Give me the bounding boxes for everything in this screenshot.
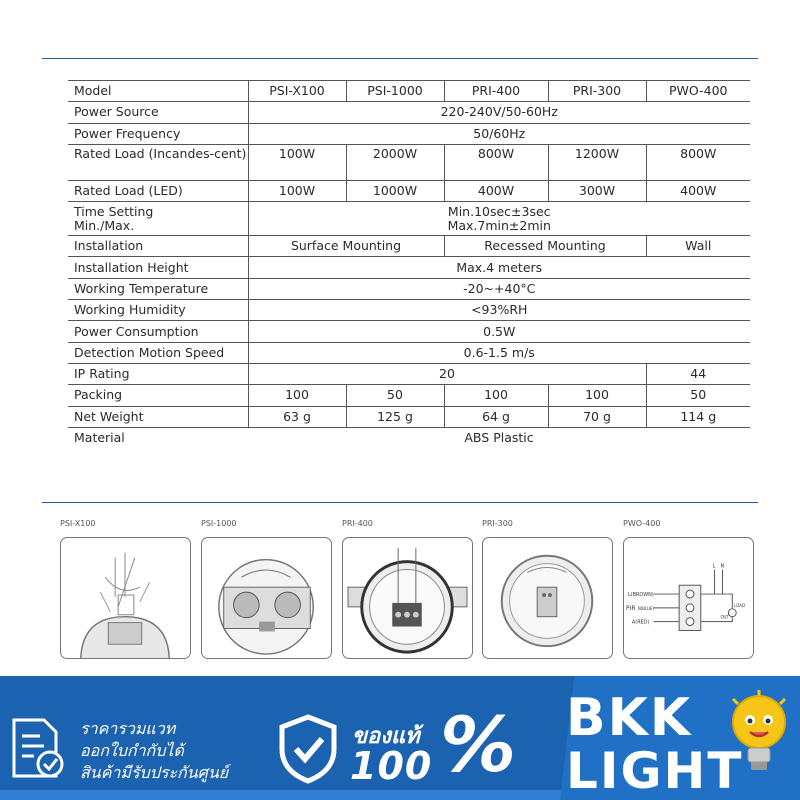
table-row-installation-height	[68, 257, 750, 278]
cell-value: Wall	[646, 236, 750, 257]
table-row-working-humidity	[68, 300, 750, 321]
genuine-hundred: 100	[350, 744, 433, 788]
table-row-net-weight	[68, 406, 750, 427]
cell-label: Packing	[68, 385, 248, 406]
cell-value: 300W	[548, 180, 646, 201]
pwo-label-out: OUT	[720, 614, 729, 620]
table-row-power-source	[68, 102, 750, 123]
cell-value: Max.4 meters	[248, 257, 750, 278]
table-row-rated-load-incandescent	[68, 144, 750, 180]
cell-value: 0.5W	[248, 321, 750, 342]
cell-value: 100	[548, 385, 646, 406]
spec-table-wrap	[68, 80, 750, 449]
diagram-label: PRI-300	[482, 519, 513, 528]
lightbulb-mascot-icon	[728, 690, 790, 782]
pwo-label-l: L	[712, 563, 716, 570]
cell-label: Installation Height	[68, 257, 248, 278]
table-row-detection-speed	[68, 342, 750, 363]
shield-check-icon	[276, 713, 340, 785]
cell-value: Surface Mounting	[248, 236, 444, 257]
document-check-icon	[8, 716, 66, 782]
diagram-pwo-400	[623, 537, 754, 659]
cell-value: 0.6-1.5 m/s	[248, 342, 750, 363]
pwo-label-pir: PIR	[626, 605, 636, 612]
cell-model: PRI-300	[548, 81, 646, 102]
cell-label: Power Source	[68, 102, 248, 123]
cell-label: Model	[68, 81, 248, 102]
wiring-sketch-icon	[202, 538, 331, 658]
pwo-label-brown: L(BROWN)	[628, 592, 654, 599]
cell-value: -20~+40°C	[248, 278, 750, 299]
cell-model: PRI-400	[444, 81, 548, 102]
diagram-label: PSI-X100	[60, 519, 96, 528]
banner-text	[80, 718, 228, 784]
table-row-power-frequency	[68, 123, 750, 144]
spec-table	[68, 80, 750, 449]
cell-value: 800W	[646, 144, 750, 180]
cell-value	[248, 202, 750, 236]
cell-label: Working Humidity	[68, 300, 248, 321]
genuine-percent: %	[440, 700, 517, 789]
cell-value: 50	[646, 385, 750, 406]
cell-label	[68, 202, 248, 236]
cell-label: Net Weight	[68, 406, 248, 427]
banner-line: ราคารวมแวท	[80, 719, 176, 738]
cell-value: 125 g	[346, 406, 444, 427]
wiring-sketch-icon	[483, 538, 612, 658]
cell-label: Detection Motion Speed	[68, 342, 248, 363]
table-row-model	[68, 81, 750, 102]
cell-value: 100W	[248, 180, 346, 201]
cell-label: Power Frequency	[68, 123, 248, 144]
cell-label: Rated Load (LED)	[68, 180, 248, 201]
wiring-schematic-icon	[624, 538, 753, 658]
cell-label: Working Temperature	[68, 278, 248, 299]
cell-value: 20	[248, 363, 646, 384]
wiring-sketch-icon	[61, 538, 190, 658]
diagram-pri-300	[482, 537, 613, 659]
cell-value: 63 g	[248, 406, 346, 427]
pwo-label-n: N	[720, 563, 725, 570]
cell-value: 64 g	[444, 406, 548, 427]
pwo-label-red: A(RED)	[631, 619, 650, 626]
wiring-tab	[42, 478, 220, 502]
cell-value: 220-240V/50-60Hz	[248, 102, 750, 123]
diagram-pri-400	[342, 537, 473, 659]
cell-value: <93%RH	[248, 300, 750, 321]
time-setting-sublabel: Min./Max.	[74, 217, 135, 233]
diagram-label: PSI-1000	[201, 519, 237, 528]
table-row-packing	[68, 385, 750, 406]
cell-value: 44	[646, 363, 750, 384]
pwo-label-load: LOAD	[734, 602, 746, 608]
table-row-material	[68, 427, 750, 448]
cell-label: Power Consumption	[68, 321, 248, 342]
cell-value: 70 g	[548, 406, 646, 427]
specifications-tab	[42, 34, 248, 58]
cell-value: 1200W	[548, 144, 646, 180]
cell-model: PWO-400	[646, 81, 750, 102]
cell-value: 50	[346, 385, 444, 406]
diagram-psi-1000	[201, 537, 332, 659]
brand-logo-top: BKK	[566, 688, 693, 748]
cell-model: PSI-1000	[346, 81, 444, 102]
diagram-label: PWO-400	[623, 519, 661, 528]
time-setting-label: Time Setting	[74, 203, 154, 219]
banner-line: ออกใบกำกับได้	[80, 741, 184, 760]
diagram-label: PRI-400	[342, 519, 373, 528]
cell-label: Installation	[68, 236, 248, 257]
cell-value: 50/60Hz	[248, 123, 750, 144]
table-row-time-setting	[68, 202, 750, 236]
cell-value: 400W	[646, 180, 750, 201]
table-row-power-consumption	[68, 321, 750, 342]
cell-value: 400W	[444, 180, 548, 201]
wiring-rule	[42, 502, 758, 503]
table-row-ip-rating	[68, 363, 750, 384]
genuine-label: ของแท้	[352, 724, 420, 749]
cell-label: Rated Load (Incandes-cent)	[68, 144, 248, 180]
banner-line: สินค้ามีรับประกันศูนย์	[80, 763, 229, 782]
wiring-sketch-icon	[343, 538, 472, 658]
wiring-title: WIRING DIAGRAM	[62, 482, 179, 497]
cell-value: Recessed Mounting	[444, 236, 646, 257]
cell-model: PSI-X100	[248, 81, 346, 102]
pwo-label-blue: N(BLUE)	[637, 605, 654, 611]
cell-value: 2000W	[346, 144, 444, 180]
cell-value: ABS Plastic	[464, 430, 534, 446]
table-row-working-temperature	[68, 278, 750, 299]
table-row-rated-load-led	[68, 180, 750, 201]
brand-logo-bottom: LIGHT	[566, 742, 744, 800]
specifications-title: SPECIFICATIONS	[62, 38, 173, 53]
cell-value: 1000W	[346, 180, 444, 201]
time-setting-max: Max.7min±2min	[447, 217, 551, 233]
cell-value: 100W	[248, 144, 346, 180]
cell-label: IP Rating	[68, 363, 248, 384]
cell-value: 100	[444, 385, 548, 406]
specifications-rule	[42, 58, 758, 59]
diagram-psi-x100	[60, 537, 191, 659]
cell-value: 100	[248, 385, 346, 406]
cell-value: 800W	[444, 144, 548, 180]
table-row-installation	[68, 236, 750, 257]
cell-value: 114 g	[646, 406, 750, 427]
cell-label: Material	[74, 430, 125, 446]
time-setting-min: Min.10sec±3sec	[447, 203, 551, 219]
